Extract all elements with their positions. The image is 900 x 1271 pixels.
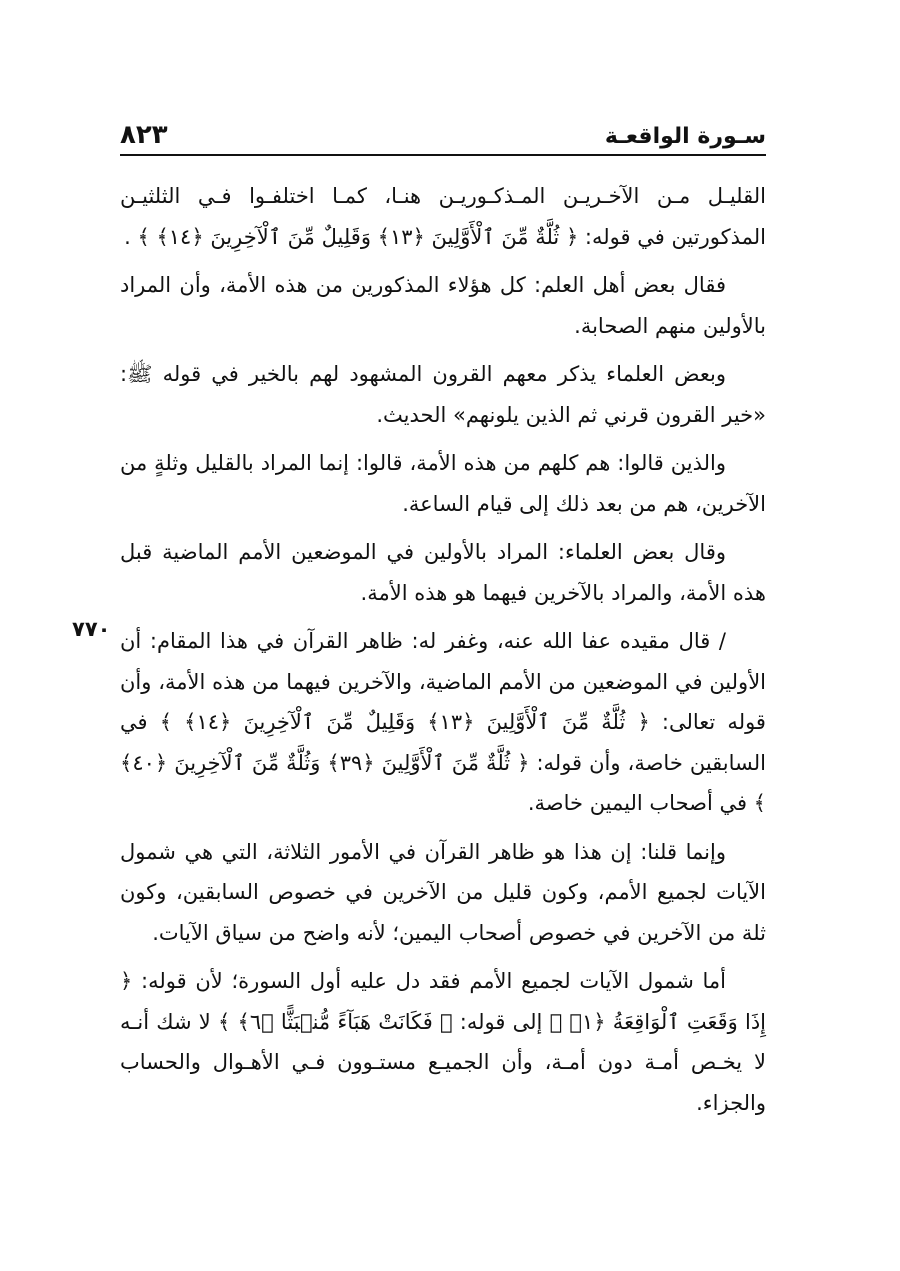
paragraph-2: فقال بعض أهل العلم: كل هؤلاء المذكورين من هذه الأمة، وأن المراد بالأولين منهم الصحابة. <box>120 273 766 338</box>
page-header <box>120 112 766 152</box>
paragraph-4: والذين قالوا: هم كلهم من هذه الأمة، قالوا: إنما المراد بالقليل وثلةٍ من الآخرين، هم من بعد ذلك إلى قيام الساعة. <box>120 451 766 516</box>
paragraph-1: القليـل مـن الآخـريـن المـذكـوريـن هنـا، كمـا اختلفـوا فـي الثلثيـن المذكورتين في قوله: ﴿ ثُلَّةٌ مِّنَ ٱلْأَوَّلِينَ ﴿١٣﴾ وَقَلِيلٌ مِّنَ ٱلْآخِرِينَ ﴿١٤﴾ ﴾ . <box>120 184 766 249</box>
paragraph-8: أما شمول الآيات لجميع الأمم فقد دل عليه أول السورة؛ لأن قوله: ﴿ إِذَا وَقَعَتِ ٱلْوَاقِعَةُ ﴿١﴾ ﴾ إلى قوله: ﴿ فَكَانَتْ هَبَآءً مُّنۢبَثًّا ﴿٦﴾ ﴾ لا شك أنـه لا يخـص أمـة دون أمـة، وأن الجميـع مستـوون فـي الأهـوال والحساب والجزاء. <box>120 969 766 1115</box>
surah-title: سـورة الواقعـة <box>604 124 766 149</box>
body-text <box>120 176 766 1131</box>
paragraph-7: وإنما قلنا: إن هذا هو ظاهر القرآن في الأمور الثلاثة، التي هي شمول الآيات لجميع الأمم، وكون قليل من الآخرين في خصوص السابقين، وكون ثلة من الآخرين في خصوص أصحاب اليمين؛ لأنه واضح من سياق الآيات. <box>120 839 766 945</box>
margin-page-reference: ٧٧٠ <box>72 617 111 641</box>
paragraph-5: وقال بعض العلماء: المراد بالأولين في الموضعين الأمم الماضية قبل هذه الأمة، والمراد بالآخرين فيهما هو هذه الأمة. <box>120 540 766 605</box>
paragraph-3: وبعض العلماء يذكر معهم القرون المشهود لهم بالخير في قوله ﷺ: «خير القرون قرني ثم الذين يلونهم» الحديث. <box>120 362 766 427</box>
page-number: ٨٢٣ <box>120 120 168 150</box>
paragraph-6: / قال مقيده عفا الله عنه، وغفر له: ظاهر القرآن في هذا المقام: أن الأولين في الموضعين من الأمم الماضية، والآخرين فيهما من هذه الأمة، وأن قوله تعالى: ﴿ ثُلَّةٌ مِّنَ ٱلْأَوَّلِينَ ﴿١٣﴾ وَقَلِيلٌ مِّنَ ٱلْآخِرِينَ ﴿١٤﴾ ﴾ في السابقين خاصة، وأن قوله: ﴿ ثُلَّةٌ مِّنَ ٱلْأَوَّلِينَ ﴿٣٩﴾ وَثُلَّةٌ مِّنَ ٱلْآخِرِينَ ﴿٤٠﴾ ﴾ في أصحاب اليمين خاصة. <box>120 629 766 815</box>
header-divider <box>120 154 766 156</box>
